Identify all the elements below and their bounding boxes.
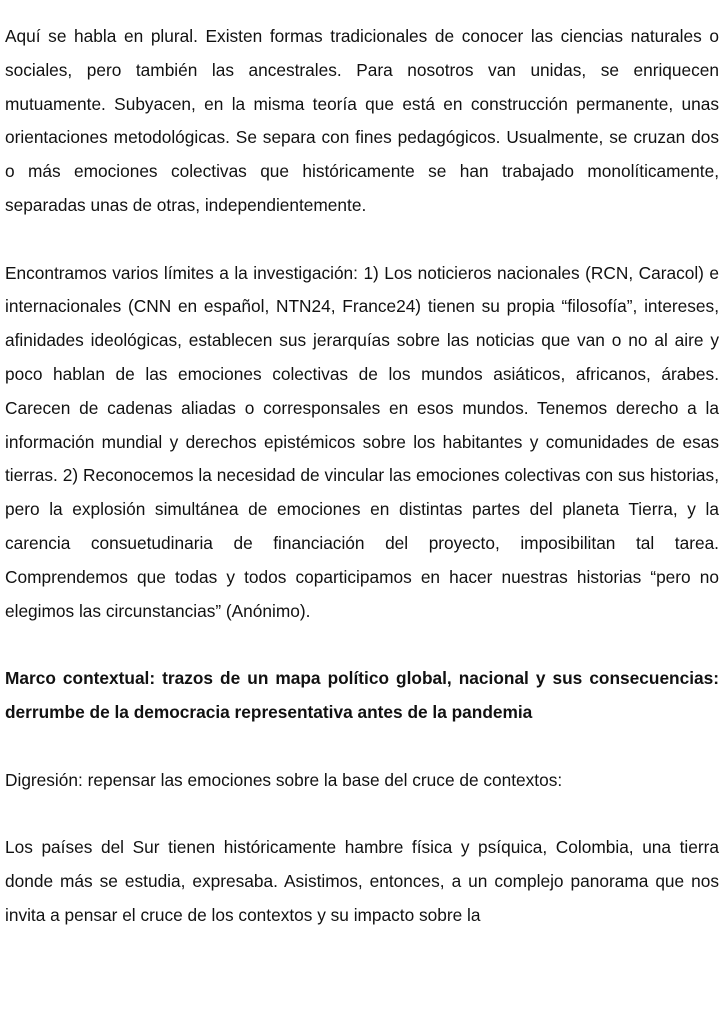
paragraph-digression: Digresión: repensar las emociones sobre la base del cruce de contextos: xyxy=(5,769,563,790)
section-heading: Marco contextual: trazos de un mapa político global, nacional y sus consecuencias: derrumbe de la democracia representativa antes de la pandemia xyxy=(5,668,719,722)
paragraph-plural-knowledge: Aquí se habla en plural. Existen formas tradicionales de conocer las ciencias naturales o sociales, pero también las ancestrales. Para nosotros van unidas, se enriquecen mutuamente. Subyacen, en la misma teoría que está en construcción permanente, unas orientaciones metodológicas. Se separa con fines pedagógicos. Usualmente, se cruzan dos o más emociones colectivas que históricamente se han trabajado monolíticamente, separadas unas de otras, independientemente. xyxy=(5,26,719,215)
paragraph-south-countries: Los países del Sur tienen históricamente hambre física y psíquica, Colombia, una tierra donde más se estudia, expresaba. Asistimos, entonces, a un complejo panorama que nos invita a pensar el cruce de los contextos y su impacto sobre la xyxy=(5,837,719,925)
paragraph-research-limits: Encontramos varios límites a la investigación: 1) Los noticieros nacionales (RCN, Caracol) e internacionales (CNN en español, NTN24, France24) tienen su propia “filosofía”, intereses, afinidades ideológicas, establecen sus jerarquías sobre las noticias que van o no al aire y poco hablan de las emociones colectivas de los mundos asiáticos, africanos, árabes. Carecen de cadenas aliadas o corresponsales en esos mundos. Tenemos derecho a la información mundial y derechos epistémicos sobre los habitantes y comunidades de esas tierras. 2) Reconocemos la necesidad de vincular las emociones colectivas con sus historias, pero la explosión simultánea de emociones en distintas partes del planeta Tierra, y la carencia consuetudinaria de financiación del proyecto, imposibilitan tal tarea. Comprendemos que todas y todos coparticipamos en hacer nuestras historias “pero no elegimos las circunstancias” (Anónimo). xyxy=(5,262,719,621)
document-page xyxy=(5,20,719,933)
